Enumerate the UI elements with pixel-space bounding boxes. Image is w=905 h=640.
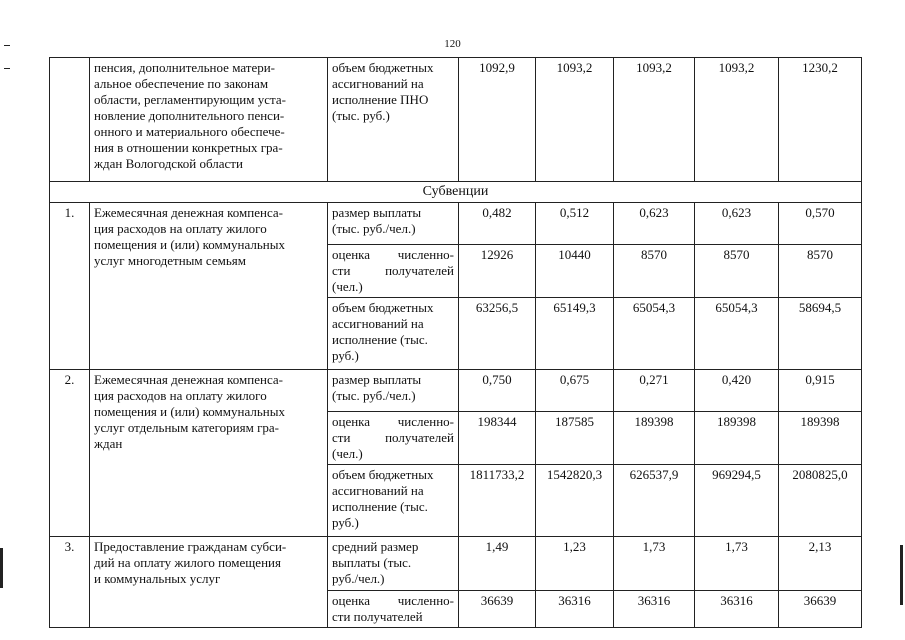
scan-edge-mark: [900, 545, 903, 605]
scan-edge-mark: [0, 548, 3, 588]
value-cell: 0,915: [779, 370, 862, 412]
value-cell: 36639: [459, 591, 536, 628]
item-number: 2.: [50, 370, 90, 537]
value-cell: 36316: [614, 591, 695, 628]
indicator-label: оценка численно- сти получателей (чел.): [328, 245, 459, 298]
value-cell: 0,675: [536, 370, 614, 412]
value-cell: 65149,3: [536, 298, 614, 370]
section-title: Субвенции: [50, 182, 862, 203]
table-row: [50, 537, 862, 591]
value-cell: 1,23: [536, 537, 614, 591]
value-cell: 626537,9: [614, 465, 695, 537]
value-cell: 0,623: [614, 203, 695, 245]
value-cell: 189398: [695, 412, 779, 465]
indicator-label: оценка численно- сти получателей: [328, 591, 459, 628]
indicator-label: объем бюджетных ассигнований на исполнение (тыс. руб.): [328, 465, 459, 537]
indicator-label: размер выплаты (тыс. руб./чел.): [328, 370, 459, 412]
value-cell: 1092,9: [459, 58, 536, 182]
indicator-label: объем бюджетных ассигнований на исполнение (тыс. руб.): [328, 298, 459, 370]
indicator-label: средний размер выплаты (тыс. руб./чел.): [328, 537, 459, 591]
value-cell: 1093,2: [695, 58, 779, 182]
value-cell: 36316: [695, 591, 779, 628]
value-cell: 0,482: [459, 203, 536, 245]
page-number: 120: [444, 38, 461, 50]
value-cell: 36639: [779, 591, 862, 628]
value-cell: 0,623: [695, 203, 779, 245]
scan-edge-mark: [4, 68, 10, 69]
value-cell: 2080825,0: [779, 465, 862, 537]
item-description: Ежемесячная денежная компенса- ция расходов на оплату жилого помещения и (или) коммунальных услуг отдельным категориям гра- ждан: [90, 370, 328, 537]
value-cell: 0,750: [459, 370, 536, 412]
value-cell: 1,73: [614, 537, 695, 591]
value-cell: 1542820,3: [536, 465, 614, 537]
table-row: [50, 370, 862, 412]
item-number-cell: [50, 58, 90, 182]
indicator-label: объем бюджетных ассигнований на исполнение ПНО (тыс. руб.): [328, 58, 459, 182]
value-cell: 65054,3: [695, 298, 779, 370]
value-cell: 8570: [614, 245, 695, 298]
value-cell: 0,512: [536, 203, 614, 245]
value-cell: 10440: [536, 245, 614, 298]
item-description: Ежемесячная денежная компенса- ция расходов на оплату жилого помещения и (или) коммунальных услуг многодетным семьям: [90, 203, 328, 370]
value-cell: 198344: [459, 412, 536, 465]
value-cell: 189398: [614, 412, 695, 465]
budget-table: [49, 57, 862, 628]
item-number: 3.: [50, 537, 90, 628]
value-cell: 1,73: [695, 537, 779, 591]
value-cell: 969294,5: [695, 465, 779, 537]
value-cell: 0,420: [695, 370, 779, 412]
value-cell: 36316: [536, 591, 614, 628]
value-cell: 2,13: [779, 537, 862, 591]
value-cell: 0,271: [614, 370, 695, 412]
value-cell: 8570: [695, 245, 779, 298]
value-cell: 1093,2: [536, 58, 614, 182]
value-cell: 189398: [779, 412, 862, 465]
value-cell: 1093,2: [614, 58, 695, 182]
value-cell: 65054,3: [614, 298, 695, 370]
item-description: Предоставление гражданам субси- дий на оплату жилого помещения и коммунальных услуг: [90, 537, 328, 628]
value-cell: 1,49: [459, 537, 536, 591]
table-row: [50, 58, 862, 182]
value-cell: 1811733,2: [459, 465, 536, 537]
item-number: 1.: [50, 203, 90, 370]
indicator-label: оценка численно- сти получателей (чел.): [328, 412, 459, 465]
value-cell: 187585: [536, 412, 614, 465]
table-row: [50, 203, 862, 245]
scan-edge-mark: [4, 45, 10, 46]
indicator-label: размер выплаты (тыс. руб./чел.): [328, 203, 459, 245]
item-description: пенсия, дополнительное матери- альное обеспечение по законам области, регламентирующим уста- новление дополнительного пенси- онного и материального обеспече- ния в отношении конкретных гра- ждан Вологодской области: [90, 58, 328, 182]
value-cell: 0,570: [779, 203, 862, 245]
value-cell: 58694,5: [779, 298, 862, 370]
value-cell: 63256,5: [459, 298, 536, 370]
value-cell: 1230,2: [779, 58, 862, 182]
section-row: [50, 182, 862, 203]
value-cell: 12926: [459, 245, 536, 298]
value-cell: 8570: [779, 245, 862, 298]
